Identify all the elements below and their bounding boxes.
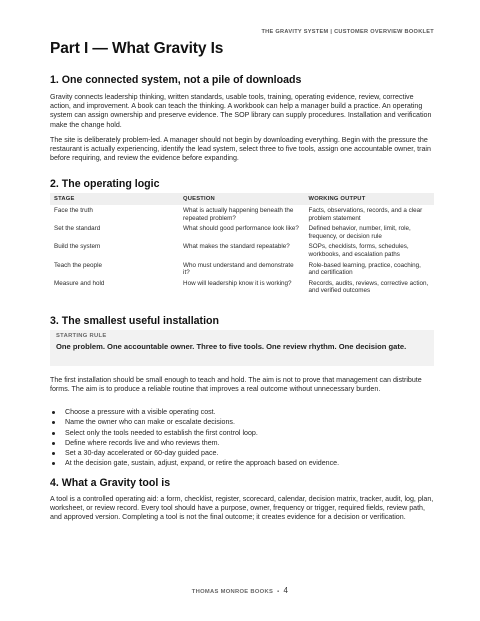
- callout-text: One problem. One accountable owner. Three to five tools. One review rhythm. One decision gate.: [56, 342, 407, 351]
- section-1-heading: 1. One connected system, not a pile of downloads: [50, 74, 302, 86]
- table-cell: Set the standard: [54, 225, 101, 233]
- table-cell: Teach the people: [54, 261, 102, 269]
- table-row: [50, 260, 434, 278]
- installation-steps-list: [50, 407, 434, 469]
- column-header-stage: STAGE: [50, 193, 179, 205]
- table-cell: Records, audits, reviews, corrective action, and verified outcomes: [308, 279, 429, 295]
- section-4-heading: 4. What a Gravity tool is: [50, 477, 171, 489]
- list-item: Choose a pressure with a visible operating cost.: [50, 407, 434, 417]
- section-2-heading: 2. The operating logic: [50, 178, 160, 190]
- list-item: Select only the tools needed to establish the first control loop.: [50, 428, 434, 438]
- section-4-paragraph: A tool is a controlled operating aid: a form, checklist, register, scorecard, calendar, decision matrix, tracker, audit, log, plan, worksheet, or review record. Every tool should have a purpose, owner, frequency or trigger, required fields, review path, and approved version. Completing a tool is not the final outcome; it creates evidence for a decision or verification.: [50, 495, 434, 522]
- table-cell: What should good performance look like?: [183, 225, 299, 233]
- table-cell: What is actually happening beneath the repeated problem?: [183, 207, 294, 222]
- section-1-paragraph-2: The site is deliberately problem-led. A manager should not begin by downloading everything. Begin with the pressure the restaurant is actually experiencing, identify the lead system, select three to five tools, assign one accountable owner, train before requiring, and review the evidence before expanding.: [50, 136, 431, 163]
- table-cell: Defined behavior, number, limit, role, frequency, or decision rule: [308, 225, 411, 240]
- table-row: [50, 223, 434, 241]
- list-item: Set a 30-day accelerated or 60-day guided pace.: [50, 448, 434, 458]
- callout-label: STARTING RULE: [56, 333, 107, 339]
- operating-logic-table: [50, 193, 434, 296]
- column-header-working-output: WORKING OUTPUT: [305, 193, 434, 205]
- table-cell: Face the truth: [54, 207, 93, 214]
- table-cell: Build the system: [54, 243, 101, 251]
- table-header-row: [50, 193, 434, 205]
- table-row: [50, 278, 434, 296]
- table-row: [50, 205, 434, 223]
- table-cell: Who must understand and demonstrate it?: [183, 261, 294, 277]
- list-item: Name the owner who can make or escalate decisions.: [50, 417, 434, 427]
- table-cell: How will leadership know it is working?: [183, 279, 292, 287]
- section-3-paragraph: The first installation should be small enough to teach and hold. The aim is not to prove that management can distribute forms. The aim is to produce a reliable routine that improves a real outcome without unnecessary burden.: [50, 376, 422, 394]
- page-number: 4: [283, 586, 289, 595]
- part-title: Part I — What Gravity Is: [50, 40, 224, 57]
- table-cell: What makes the standard repeatable?: [183, 243, 290, 251]
- page-footer: [0, 586, 480, 595]
- table-cell: Facts, observations, records, and a clear problem statement: [308, 207, 423, 222]
- list-item: At the decision gate, sustain, adjust, expand, or retire the approach based on evidence.: [50, 458, 434, 468]
- column-header-question: QUESTION: [179, 193, 304, 205]
- footer-publisher: THOMAS MONROE BOOKS: [191, 589, 274, 595]
- table-cell: Role-based learning, practice, coaching, and certification: [308, 261, 421, 277]
- table-cell: SOPs, checklists, forms, schedules, workbooks, and escalation paths: [308, 243, 409, 258]
- table-cell: Measure and hold: [54, 279, 105, 287]
- section-3-heading: 3. The smallest useful installation: [50, 315, 219, 327]
- list-item: Define where records live and who reviews them.: [50, 438, 434, 448]
- table-row: [50, 241, 434, 259]
- section-1-paragraph-1: Gravity connects leadership thinking, written standards, usable tools, training, operating evidence, review, corrective action, and improvement. A book can teach the thinking. A workbook can help a manager build a practice. An operating system can assign ownership and preserve evidence. The SOP library can supply procedures. Installation and verification make the change hold.: [50, 93, 432, 129]
- starting-rule-callout: [50, 330, 434, 366]
- running-header: THE GRAVITY SYSTEM | CUSTOMER OVERVIEW BOOKLET: [261, 29, 434, 35]
- footer-separator: •: [277, 589, 280, 595]
